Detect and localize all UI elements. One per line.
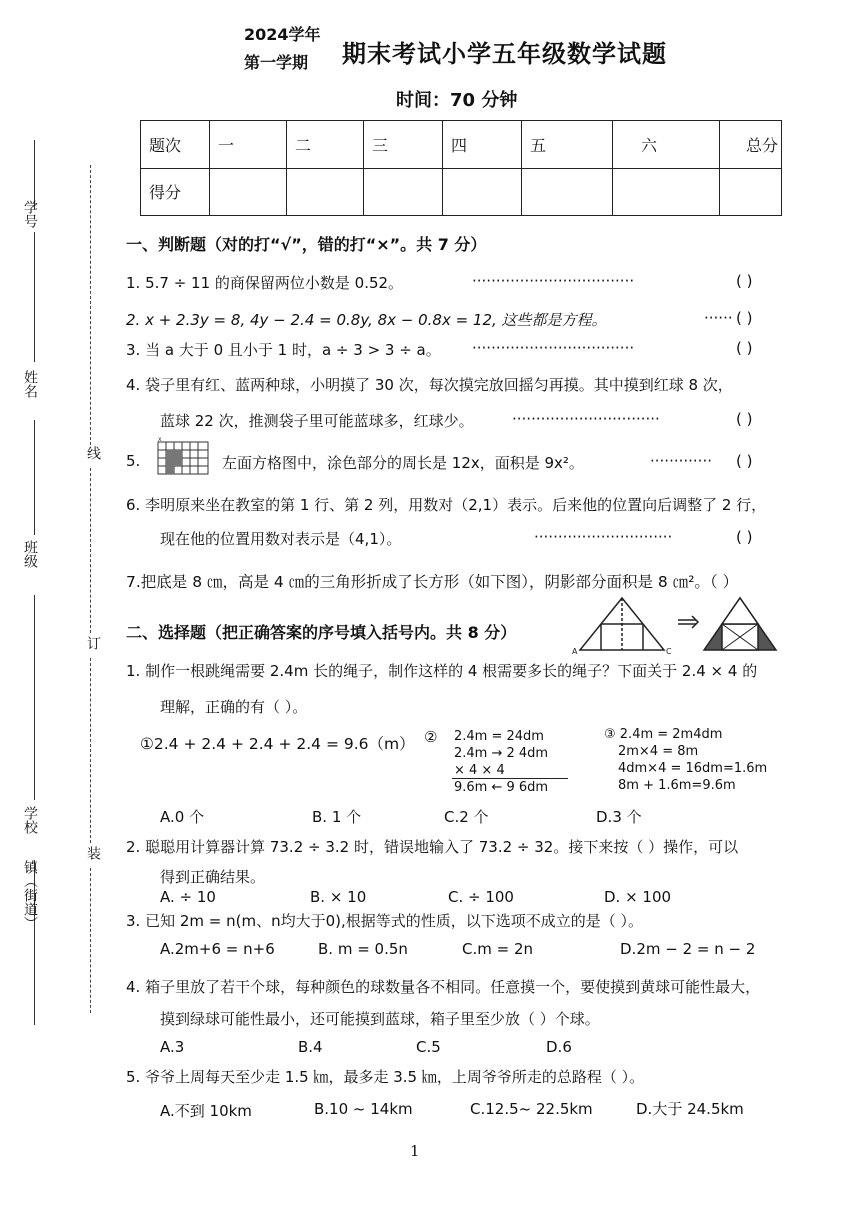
term: 第一学期 xyxy=(244,53,309,72)
margin-label-class: 班级 xyxy=(22,540,38,568)
s1-q7: 7.把底是 8 ㎝，高是 4 ㎝的三角形折成了长方形（如下图），阴影部分面积是 8 ㎝²。（ ） xyxy=(126,573,739,591)
binding-label-line: 线 xyxy=(85,446,101,460)
score-input-6[interactable] xyxy=(613,168,720,216)
svg-text:x: x xyxy=(158,436,162,443)
page-number: 1 xyxy=(410,1142,420,1160)
score-input-total[interactable] xyxy=(720,168,782,216)
s2-q5: 5. 爷爷上周每天至少走 1.5 ㎞，最多走 3.5 ㎞，上周爷爷所走的总路程（ ）。 xyxy=(126,1068,645,1086)
score-cell-1: 一 xyxy=(210,121,287,169)
score-input-3[interactable] xyxy=(364,168,443,216)
binding-dash-bottom xyxy=(90,868,91,1013)
score-cell-3: 三 xyxy=(364,121,443,169)
s2-q1-choice-b[interactable]: B. 1 个 xyxy=(312,808,362,826)
s2-q4-choice-c[interactable]: C.5 xyxy=(416,1038,441,1056)
s2-q1-option3-line1: ③ 2.4m = 2m4dm xyxy=(604,727,723,742)
margin-line-class xyxy=(34,420,35,535)
s1-q2-dots: ······ xyxy=(704,309,733,327)
s1-q4-line1: 4. 袋子里有红、蓝两种球，小明摸了 30 次，每次摸完放回摇匀再摸。其中摸到红球 8 次， xyxy=(126,376,733,394)
score-cell-2: 二 xyxy=(287,121,364,169)
s2-q3-choice-c[interactable]: C.m = 2n xyxy=(462,940,534,958)
score-cell-total: 总分 xyxy=(720,121,782,169)
score-cell-5: 五 xyxy=(522,121,613,169)
score-table-score-row xyxy=(141,168,782,216)
s2-q5-choice-a[interactable]: A.不到 10km xyxy=(160,1102,252,1120)
score-cell-6: 六 xyxy=(613,121,720,169)
s2-q1-option2-line2: 2.4m → 2 4dm xyxy=(454,746,549,761)
s1-q6-line2: 现在他的位置用数对表示是（4,1）。 xyxy=(160,530,402,548)
s2-q3-choice-d[interactable]: D.2m − 2 = n − 2 xyxy=(620,940,756,958)
section2-title: 二、选择题（把正确答案的序号填入括号内。共 8 分） xyxy=(126,623,517,642)
svg-text:A: A xyxy=(572,647,578,656)
s2-q2-choice-a[interactable]: A. ÷ 10 xyxy=(160,888,216,906)
s1-q3-dots: ·································· xyxy=(472,339,635,357)
s2-q1-choice-d[interactable]: D.3 个 xyxy=(596,808,642,826)
s2-q2-line2: 得到正确结果。 xyxy=(160,868,266,886)
s2-q1-choice-a[interactable]: A.0 个 xyxy=(160,808,205,826)
s1-q5-answer[interactable]: ( ) xyxy=(736,452,753,470)
section1-title: 一、判断题（对的打“√”，错的打“×”。共 7 分） xyxy=(126,235,487,254)
s2-q3: 3. 已知 2m = n(m、n均大于0),根据等式的性质，以下选项不成立的是（ ）。 xyxy=(126,912,644,930)
s2-q4-choice-b[interactable]: B.4 xyxy=(298,1038,323,1056)
s1-q4-answer[interactable]: ( ) xyxy=(736,410,753,428)
score-input-1[interactable] xyxy=(210,168,287,216)
s1-q1-dots: ·································· xyxy=(472,272,635,290)
margin-line-name xyxy=(34,232,35,362)
s1-q4-dots: ······························· xyxy=(512,410,660,428)
score-input-4[interactable] xyxy=(443,168,522,216)
s2-q2-line1: 2. 聪聪用计算器计算 73.2 ÷ 3.2 时，错误地输入了 73.2 ÷ 32。接下来按（ ）操作，可以 xyxy=(126,838,739,856)
s2-q1-option2-mark: ② xyxy=(424,728,438,746)
s1-q1-answer[interactable]: ( ) xyxy=(736,272,753,290)
s2-q1-choice-c[interactable]: C.2 个 xyxy=(444,808,489,826)
s2-q2-choice-b[interactable]: B. × 10 xyxy=(310,888,367,906)
s1-q6-line1: 6. 李明原来坐在教室的第 1 行、第 2 列，用数对（2,1）表示。后来他的位置向后调整了 2 行， xyxy=(126,496,767,514)
s1-q1: 1. 5.7 ÷ 11 的商保留两位小数是 0.52。 xyxy=(126,274,404,292)
margin-label-name: 姓名 xyxy=(22,370,38,398)
score-input-5[interactable] xyxy=(522,168,613,216)
s2-q5-choice-b[interactable]: B.10 ~ 14km xyxy=(314,1100,413,1118)
s2-q2-choice-c[interactable]: C. ÷ 100 xyxy=(448,888,514,906)
school-year: 2024学年 xyxy=(244,25,321,44)
score-cell-label: 题次 xyxy=(141,121,210,169)
margin-line-school xyxy=(34,595,35,800)
s2-q4-line2: 摸到绿球可能性最小，还可能摸到蓝球，箱子里至少放（ ）个球。 xyxy=(160,1010,600,1028)
s1-q6-answer[interactable]: ( ) xyxy=(736,528,753,546)
s2-q1-option2-line4: 9.6m ← 9 6dm xyxy=(454,780,549,795)
s2-q1-option2-line1: 2.4m = 24dm xyxy=(454,729,544,744)
s2-q4-choice-a[interactable]: A.3 xyxy=(160,1038,185,1056)
page-title: 期末考试小学五年级数学试题 xyxy=(342,40,667,68)
score-row-label: 得分 xyxy=(141,168,210,216)
s2-q1-option3-line3: 4dm×4 = 16dm=1.6m xyxy=(618,761,768,776)
triangle-fold-figure xyxy=(568,594,786,656)
s2-q1-option1: ①2.4 + 2.4 + 2.4 + 2.4 = 9.6（m） xyxy=(140,735,415,753)
s2-q1-option3-line2: 2m×4 = 8m xyxy=(618,744,699,759)
s2-q3-choice-b[interactable]: B. m = 0.5n xyxy=(318,940,408,958)
exam-time: 时间：70 分钟 xyxy=(396,90,518,111)
s1-q3-answer[interactable]: ( ) xyxy=(736,339,753,357)
margin-label-student-id: 学号 xyxy=(22,200,38,228)
s2-q1-line2: 理解，正确的有（ ）。 xyxy=(160,698,308,716)
binding-label-staple: 订 xyxy=(85,636,101,650)
s1-q6-dots: ····························· xyxy=(534,528,673,546)
binding-label-bind: 装 xyxy=(85,846,101,860)
s2-q2-choice-d[interactable]: D. × 100 xyxy=(604,888,672,906)
s1-q5: 左面方格图中，涂色部分的周长是 12x，面积是 9x²。 xyxy=(222,454,584,472)
binding-dash-mid xyxy=(90,468,91,633)
s1-q2-answer[interactable]: ( ) xyxy=(736,309,753,327)
binding-dash-top xyxy=(90,165,91,445)
s2-q1-option3-line4: 8m + 1.6m=9.6m xyxy=(618,778,736,793)
score-cell-4: 四 xyxy=(443,121,522,169)
binding-dash-low xyxy=(90,658,91,843)
s1-q5-dots: ············· xyxy=(650,452,712,470)
s1-q5-number: 5. xyxy=(126,452,141,470)
s1-q3: 3. 当 a 大于 0 且小于 1 时，a ÷ 3 > 3 ÷ a。 xyxy=(126,341,441,359)
s2-q4-choice-d[interactable]: D.6 xyxy=(546,1038,572,1056)
svg-text:C: C xyxy=(666,647,672,656)
score-input-2[interactable] xyxy=(287,168,364,216)
score-table xyxy=(140,120,782,216)
s2-q1-option2-line3: × 4 × 4 xyxy=(454,763,505,778)
s2-q1-line1: 1. 制作一根跳绳需要 2.4m 长的绳子，制作这样的 4 根需要多长的绳子？下面关于 2.4 × 4 的 xyxy=(126,662,758,680)
score-table-header-row xyxy=(141,121,782,169)
s2-q5-choice-c[interactable]: C.12.5~ 22.5km xyxy=(470,1100,593,1118)
s1-q2: 2. x + 2.3y = 8, 4y − 2.4 = 0.8y, 8x − 0.8x = 12, 这些都是方程。 xyxy=(126,311,607,329)
s2-q5-choice-d[interactable]: D.大于 24.5km xyxy=(636,1100,744,1118)
s2-q3-choice-a[interactable]: A.2m+6 = n+6 xyxy=(160,940,275,958)
margin-label-school: 学校 xyxy=(22,806,38,834)
margin-label-town: 镇（街道） xyxy=(22,860,38,930)
grid-figure xyxy=(156,436,212,476)
s2-q4-line1: 4. 箱子里放了若干个球，每种颜色的球数量各不相同。任意摸一个，要使摸到黄球可能性最大， xyxy=(126,978,761,996)
s1-q4-line2: 蓝球 22 次，推测袋子里可能蓝球多，红球少。 xyxy=(160,412,474,430)
